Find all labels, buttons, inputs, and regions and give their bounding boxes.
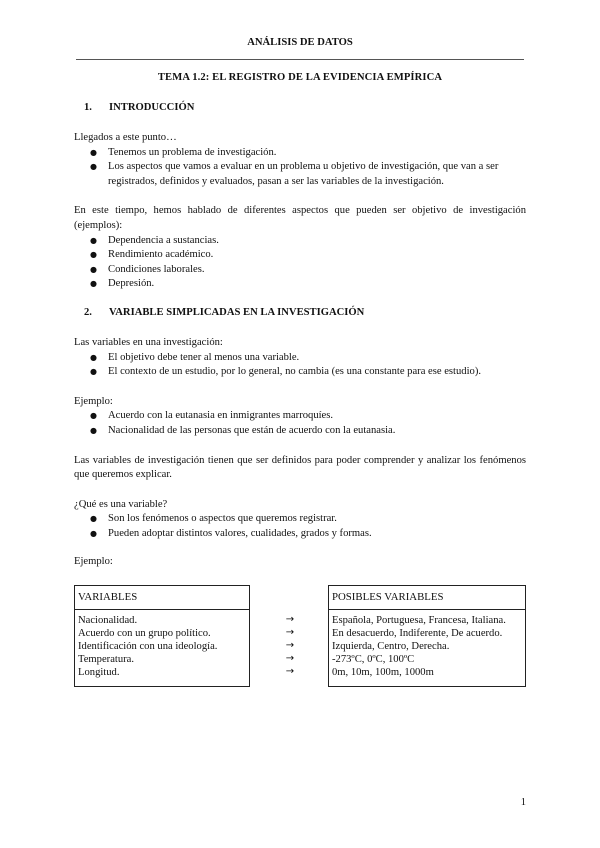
possible-variables-box (328, 585, 526, 687)
section-2-title: VARIABLE SIMPLICADAS EN LA INVESTIGACIÓN (109, 306, 365, 318)
arrow-right-icon: → (285, 653, 295, 664)
variable-cell: Longitud. (78, 667, 120, 678)
variable-cell: Acuerdo con un grupo político. (78, 628, 211, 639)
header-divider (76, 59, 524, 60)
example-label-2: Ejemplo: (74, 556, 113, 568)
page-number: 1 (520, 797, 526, 808)
list-item: ● Condiciones laborales. (74, 263, 526, 278)
value-cell: Española, Portuguesa, Francesa, Italiana. (332, 615, 506, 626)
list-item: ● Dependencia a sustancias. (74, 234, 526, 249)
list-item: ● Tenemos un problema de investigación. (74, 146, 526, 161)
value-cell: -273ºC, 0ºC, 100ºC (332, 654, 415, 665)
question-label: ¿Qué es una variable? (74, 498, 168, 510)
list-item: ● Nacionalidad de las personas que están de acuerdo con la eutanasia. (74, 424, 526, 439)
section-1-paragraph: En este tiempo, hemos hablado de diferentes aspectos que pueden ser objetivo de investigación (ejemplos): (74, 205, 526, 231)
variable-cell: Nacionalidad. (78, 615, 138, 626)
arrow-right-icon: → (285, 614, 295, 625)
variable-cell: Temperatura. (78, 654, 135, 665)
arrow-column (284, 613, 296, 678)
possible-variables-list (329, 610, 525, 679)
section-1-number: 1. (84, 102, 92, 113)
list-item: ● Los aspectos que vamos a evaluar en un problema u objetivo de investigación, que van a ser registrados, definidos y evaluados, pasan a ser las variables de la investigación. (74, 160, 526, 189)
section-1-bullet-list (74, 146, 526, 190)
variables-table (74, 585, 526, 689)
value-cell: En desacuerdo, Indiferente, De acuerdo. (332, 628, 503, 639)
topic-title: TEMA 1.2: EL REGISTRO DE LA EVIDENCIA EMPÍRICA (157, 72, 443, 83)
variables-box (74, 585, 250, 687)
question-bullet-list (74, 512, 526, 541)
section-1-intro: Llegados a este punto… (74, 132, 177, 143)
arrow-right-icon: → (285, 627, 295, 638)
document-body (74, 101, 526, 570)
example-label: Ejemplo: (74, 395, 113, 407)
list-item: ● Son los fenómenos o aspectos que queremos registrar. (74, 512, 526, 527)
value-cell: Izquierda, Centro, Derecha. (332, 641, 450, 652)
section-1-heading (74, 101, 526, 116)
section-2-heading (74, 306, 526, 321)
section-2-intro: Las variables en una investigación: (74, 336, 223, 348)
example-bullet-list (74, 409, 526, 438)
variable-cell: Identificación con una ideología. (78, 641, 218, 652)
arrow-right-icon: → (285, 640, 295, 651)
variables-list (75, 610, 249, 679)
list-item: ● Pueden adoptar distintos valores, cualidades, grados y formas. (74, 527, 526, 542)
list-item: ● Rendimiento académico. (74, 248, 526, 263)
section-2-bullet-list (74, 351, 526, 380)
section-2-number: 2. (84, 306, 92, 318)
list-item: ● El objetivo debe tener al menos una variable. (74, 351, 526, 366)
possible-variables-header: POSIBLES VARIABLES (329, 586, 525, 610)
document-header: ANÁLISIS DE DATOS (247, 37, 353, 48)
section-1-examples-list (74, 234, 526, 292)
list-item: ● Depresión. (74, 277, 526, 292)
section-1-title: INTRODUCCIÓN (109, 102, 195, 113)
value-cell: 0m, 10m, 100m, 1000m (332, 667, 434, 678)
list-item: ● Acuerdo con la eutanasia en inmigrantes marroquíes. (74, 409, 526, 424)
variables-header: VARIABLES (75, 586, 249, 610)
section-2-paragraph: Las variables de investigación tienen que ser definidos para poder comprender y analizar los fenómenos que queremos explicar. (74, 454, 526, 481)
list-item: ● El contexto de un estudio, por lo general, no cambia (es una constante para ese estudio). (74, 365, 526, 380)
arrow-right-icon: → (285, 666, 295, 677)
